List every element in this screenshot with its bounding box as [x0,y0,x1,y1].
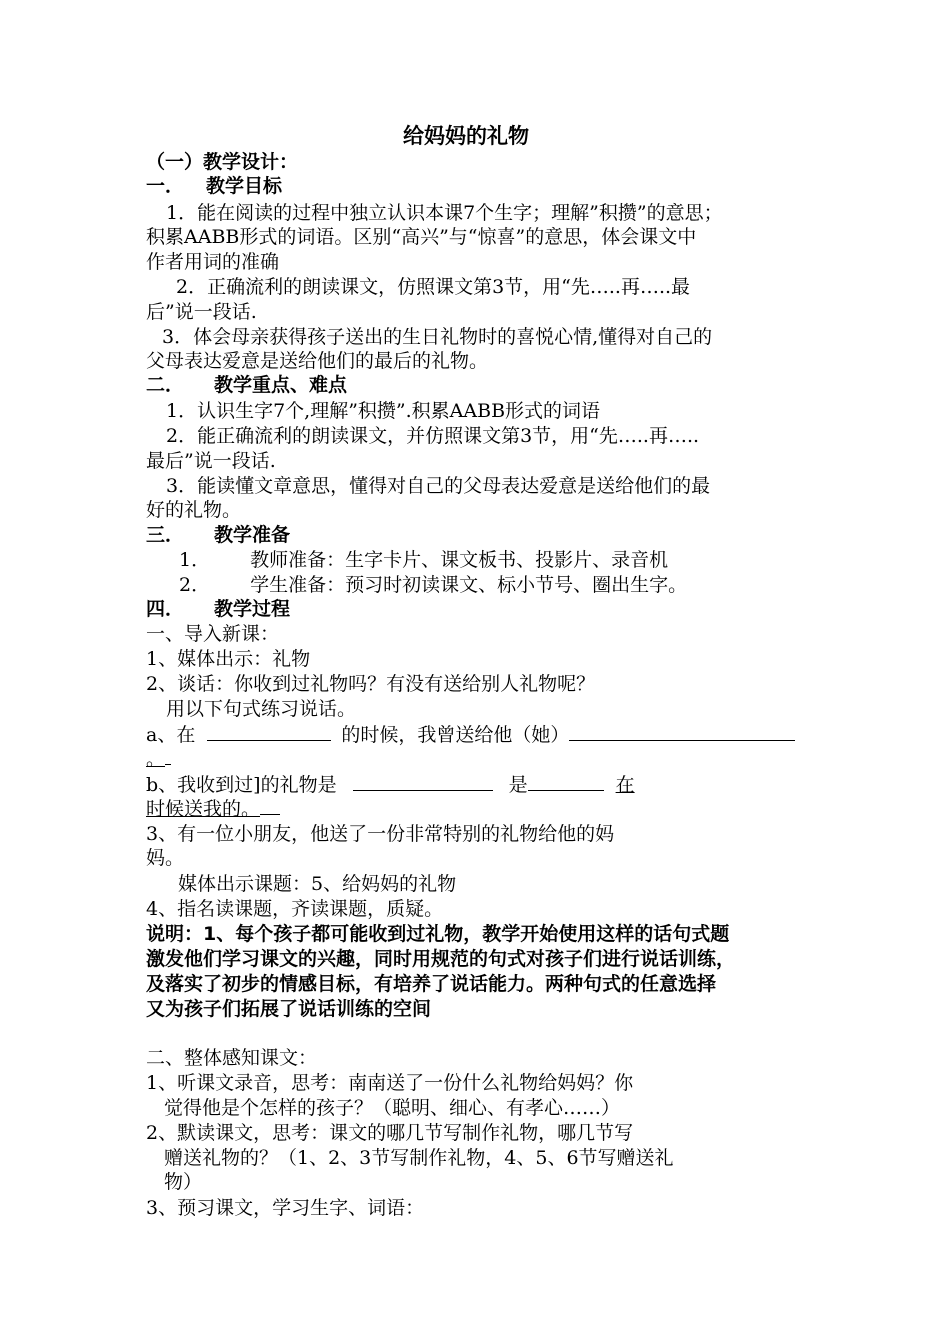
key-point-3-line-2: 好的礼物。 [146,499,242,521]
prep-number: 2． [179,574,211,596]
goal-2-line-1: 2．正确流利的朗读课文，仿照课文第3节，用“先…..再…..最 [176,276,691,298]
pattern-b-at: 在 [615,774,635,796]
section-title: 教学准备 [214,524,291,546]
pattern-a-prefix: a、在 [146,724,196,746]
prep-text: 学生准备：预习时初读课文、标小节号、圈出生字。 [250,574,688,596]
section-number: 二． [146,374,185,396]
fill-blank[interactable] [207,722,331,741]
section-title: 教学重点、难点 [214,374,348,396]
prep-text: 教师准备：生字卡片、课文板书、投影片、录音机 [250,549,669,571]
document-title: 给妈妈的礼物 [403,123,529,148]
goal-1-line-1: 1．能在阅读的过程中独立认识本课7个生字；理解”积攒”的意思； [166,202,723,224]
part-heading: （一）教学设计： [146,151,299,173]
note-line-4: 又为孩子们拓展了说话训练的空间 [146,998,432,1020]
sentence-pattern-a-end [146,746,171,771]
goal-2-line-2: 后”说一段话. [146,301,257,323]
section-2-heading [146,373,347,397]
step-1-item-2: 2、谈话：你收到过礼物吗？有没有送给别人礼物呢？ [146,673,596,695]
section-4-heading [146,597,290,621]
step-1-item-4: 4、指名读课题，齐读课题，质疑。 [146,898,444,920]
pattern-a-middle: 的时候，我曾送给他（她） [341,724,570,746]
section-title: 教学过程 [214,598,291,620]
fill-blank[interactable] [528,772,604,791]
step-1-item-3-line-2: 妈。 [146,847,185,869]
goal-1-line-3: 作者用词的准确 [146,251,280,273]
key-point-2-line-1: 2．能正确流利的朗读课文，并仿照课文第3节，用“先…..再….. [166,425,700,447]
note-line-1: 说明：1、每个孩子都可能收到过礼物，教学开始使用这样的话句式题 [146,923,730,945]
section-number: 三． [146,524,185,546]
key-point-2-line-2: 最后”说一段话. [146,450,276,472]
sentence-pattern-a [146,722,795,747]
key-point-3-line-1: 3．能读懂文章意思，懂得对自己的父母表达爱意是送给他们的最 [166,475,711,497]
pattern-b-middle: 是 [508,774,528,796]
section-number: 一． [146,175,185,197]
step-1-item-3-media: 媒体出示课题：5、给妈妈的礼物 [178,873,457,895]
sentence-pattern-b-end [146,796,280,821]
goal-1-line-2: 积累AABB形式的词语。区别“高兴”与“惊喜”的意思，体会课文中 [146,226,697,248]
pattern-a-end: 。 [146,748,166,770]
step-1-item-2-sub: 用以下句式练习说话。 [166,698,357,720]
prep-item-2 [179,573,687,597]
step-2-item-3: 3、预习课文，学习生字、词语： [146,1197,425,1219]
step-1-item-1: 1、媒体出示：礼物 [146,648,311,670]
goal-3-line-1: 3．体会母亲获得孩子送出的生日礼物时的喜悦心情,懂得对自己的 [162,326,713,348]
goal-3-line-2: 父母表达爱意是送给他们的最后的礼物。 [146,350,489,372]
note-line-3: 及落实了初步的情感目标，有培养了说话能力。两种句式的任意选择 [146,973,717,995]
fill-blank[interactable] [353,772,493,791]
section-title: 教学目标 [206,175,283,197]
fill-blank[interactable] [260,796,280,815]
pattern-b-prefix: b、我收到过]的礼物是 [146,774,337,796]
step-2-item-2-line-3: 物） [164,1171,203,1193]
sentence-pattern-b [146,772,635,797]
step-2-item-2-line-1: 2、默读课文，思考：课文的哪几节写制作礼物，哪几节写 [146,1122,634,1144]
step-1-heading: 一、导入新课： [146,623,280,645]
section-1-heading [146,174,282,198]
step-2-item-1-line-2: 觉得他是个怎样的孩子？（聪明、细心、有孝心……） [164,1097,621,1119]
key-point-1: 1．认识生字7个,理解”积攒”.积累AABB形式的词语 [166,400,601,422]
note-line-2: 激发他们学习课文的兴趣，同时用规范的句式对孩子们进行说话训练， [146,948,736,970]
section-3-heading [146,523,290,547]
step-2-item-2-line-2: 赠送礼物的？（1、2、3节写制作礼物，4、5、6节写赠送礼 [164,1147,674,1169]
step-2-item-1-line-1: 1、听课文录音，思考：南南送了一份什么礼物给妈妈？你 [146,1072,634,1094]
step-2-heading: 二、整体感知课文： [146,1047,318,1069]
pattern-b-end: 时候送我的。 [146,798,261,820]
fill-blank[interactable] [569,722,795,741]
step-1-item-3-line-1: 3、有一位小朋友，他送了一份非常特别的礼物给他的妈 [146,823,615,845]
prep-item-1 [179,548,668,572]
prep-number: 1． [179,549,211,571]
fill-blank[interactable] [165,746,171,765]
section-number: 四． [146,598,185,620]
